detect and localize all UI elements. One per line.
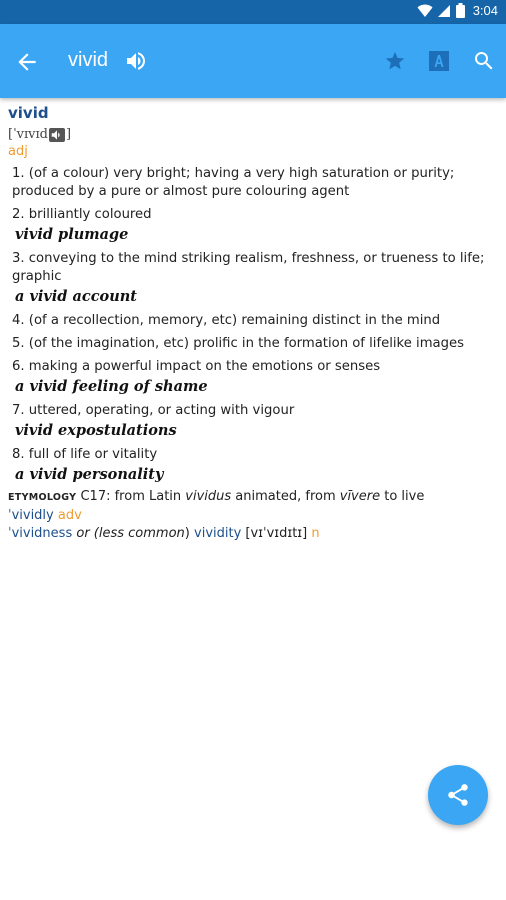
derived-word: ˈvividness xyxy=(8,526,73,541)
sense-item xyxy=(8,312,498,330)
derived-form xyxy=(8,507,498,525)
sense-item xyxy=(8,206,498,224)
sense-number: 4. xyxy=(12,313,25,328)
derived-form xyxy=(8,525,498,543)
sense-item xyxy=(8,446,498,464)
etymology-text: animated, from xyxy=(231,489,340,504)
font-icon xyxy=(428,50,450,72)
status-icons xyxy=(417,3,498,18)
part-of-speech: adj xyxy=(8,144,28,159)
sense-number: 7. xyxy=(12,403,25,418)
sense-item xyxy=(8,358,498,376)
sense-item xyxy=(8,165,498,201)
battery-icon xyxy=(456,3,465,18)
sense-definition: uttered, operating, or acting with vigour xyxy=(28,403,295,418)
sense-definition: making a powerful impact on the emotions or senses xyxy=(28,359,381,374)
entry-content xyxy=(8,104,498,543)
app-bar xyxy=(0,24,506,98)
sense-definition: (of the imagination, etc) prolific in the formation of lifelike images xyxy=(28,336,464,351)
sense-definition: (of a colour) very bright; having a very high saturation or purity; produced by a pure or almost pure colouring agent xyxy=(12,166,455,199)
derived-pos: n xyxy=(311,526,320,541)
star-icon xyxy=(384,50,406,72)
font-size-button[interactable] xyxy=(428,50,450,72)
sense-example: vivid plumage xyxy=(15,226,129,243)
etymology-latin-word: vividus xyxy=(185,489,232,504)
sense-number: 1. xyxy=(12,166,25,181)
sense-number: 5. xyxy=(12,336,25,351)
share-icon xyxy=(445,782,471,808)
derived-pos: adv xyxy=(57,508,82,523)
etymology-text: C17: from Latin xyxy=(76,489,186,504)
derived-alt-word: vividity xyxy=(194,526,242,541)
sense-number: 3. xyxy=(12,251,25,266)
favorite-button[interactable] xyxy=(384,50,406,72)
status-time: 3:04 xyxy=(472,3,498,18)
sense-definition: full of life or vitality xyxy=(28,447,158,462)
etymology-label: ETYMOLOGY xyxy=(8,492,77,503)
sense-number: 8. xyxy=(12,447,25,462)
share-button[interactable] xyxy=(428,765,488,825)
sense-item xyxy=(8,250,498,286)
sense-example: a vivid personality xyxy=(15,466,164,483)
wifi-icon xyxy=(417,4,433,18)
back-arrow-icon xyxy=(14,49,40,75)
sense-item xyxy=(8,335,498,353)
etymology-text: to live xyxy=(380,489,425,504)
derived-or: or ( xyxy=(72,526,99,541)
sense-example: a vivid feeling of shame xyxy=(15,378,208,395)
search-icon xyxy=(472,49,496,73)
speaker-icon xyxy=(124,49,148,73)
sense-example: a vivid account xyxy=(15,288,138,305)
pronounce-button[interactable] xyxy=(124,49,148,73)
etymology-latin-word: vīvere xyxy=(339,489,381,504)
back-button[interactable] xyxy=(14,49,40,75)
derived-word: ˈvividly xyxy=(8,508,54,523)
pronunciation-close: ] xyxy=(65,127,72,142)
search-button[interactable] xyxy=(472,49,496,73)
derived-close: ) xyxy=(184,526,195,541)
pronunciation-text: [ˈvɪvɪd xyxy=(8,127,48,142)
app-title: vivid xyxy=(68,49,109,71)
sense-item xyxy=(8,402,498,420)
etymology xyxy=(8,488,498,507)
sense-example: vivid expostulations xyxy=(15,422,177,439)
derived-pronunciation: [vɪˈvɪdɪtɪ] xyxy=(241,526,312,541)
cell-signal-icon xyxy=(438,4,451,18)
sense-definition: (of a recollection, memory, etc) remaining distinct in the mind xyxy=(28,313,441,328)
derived-less-common: less common xyxy=(98,526,185,541)
sense-number: 6. xyxy=(12,359,25,374)
headword: vivid xyxy=(8,104,49,122)
speaker-icon xyxy=(49,128,65,142)
sense-number: 2. xyxy=(12,207,25,222)
pronunciation-audio-button[interactable] xyxy=(49,128,65,142)
pronunciation xyxy=(8,127,498,143)
status-bar xyxy=(0,0,506,24)
sense-definition: conveying to the mind striking realism, freshness, or trueness to life; graphic xyxy=(12,251,485,284)
sense-definition: brilliantly coloured xyxy=(28,207,152,222)
